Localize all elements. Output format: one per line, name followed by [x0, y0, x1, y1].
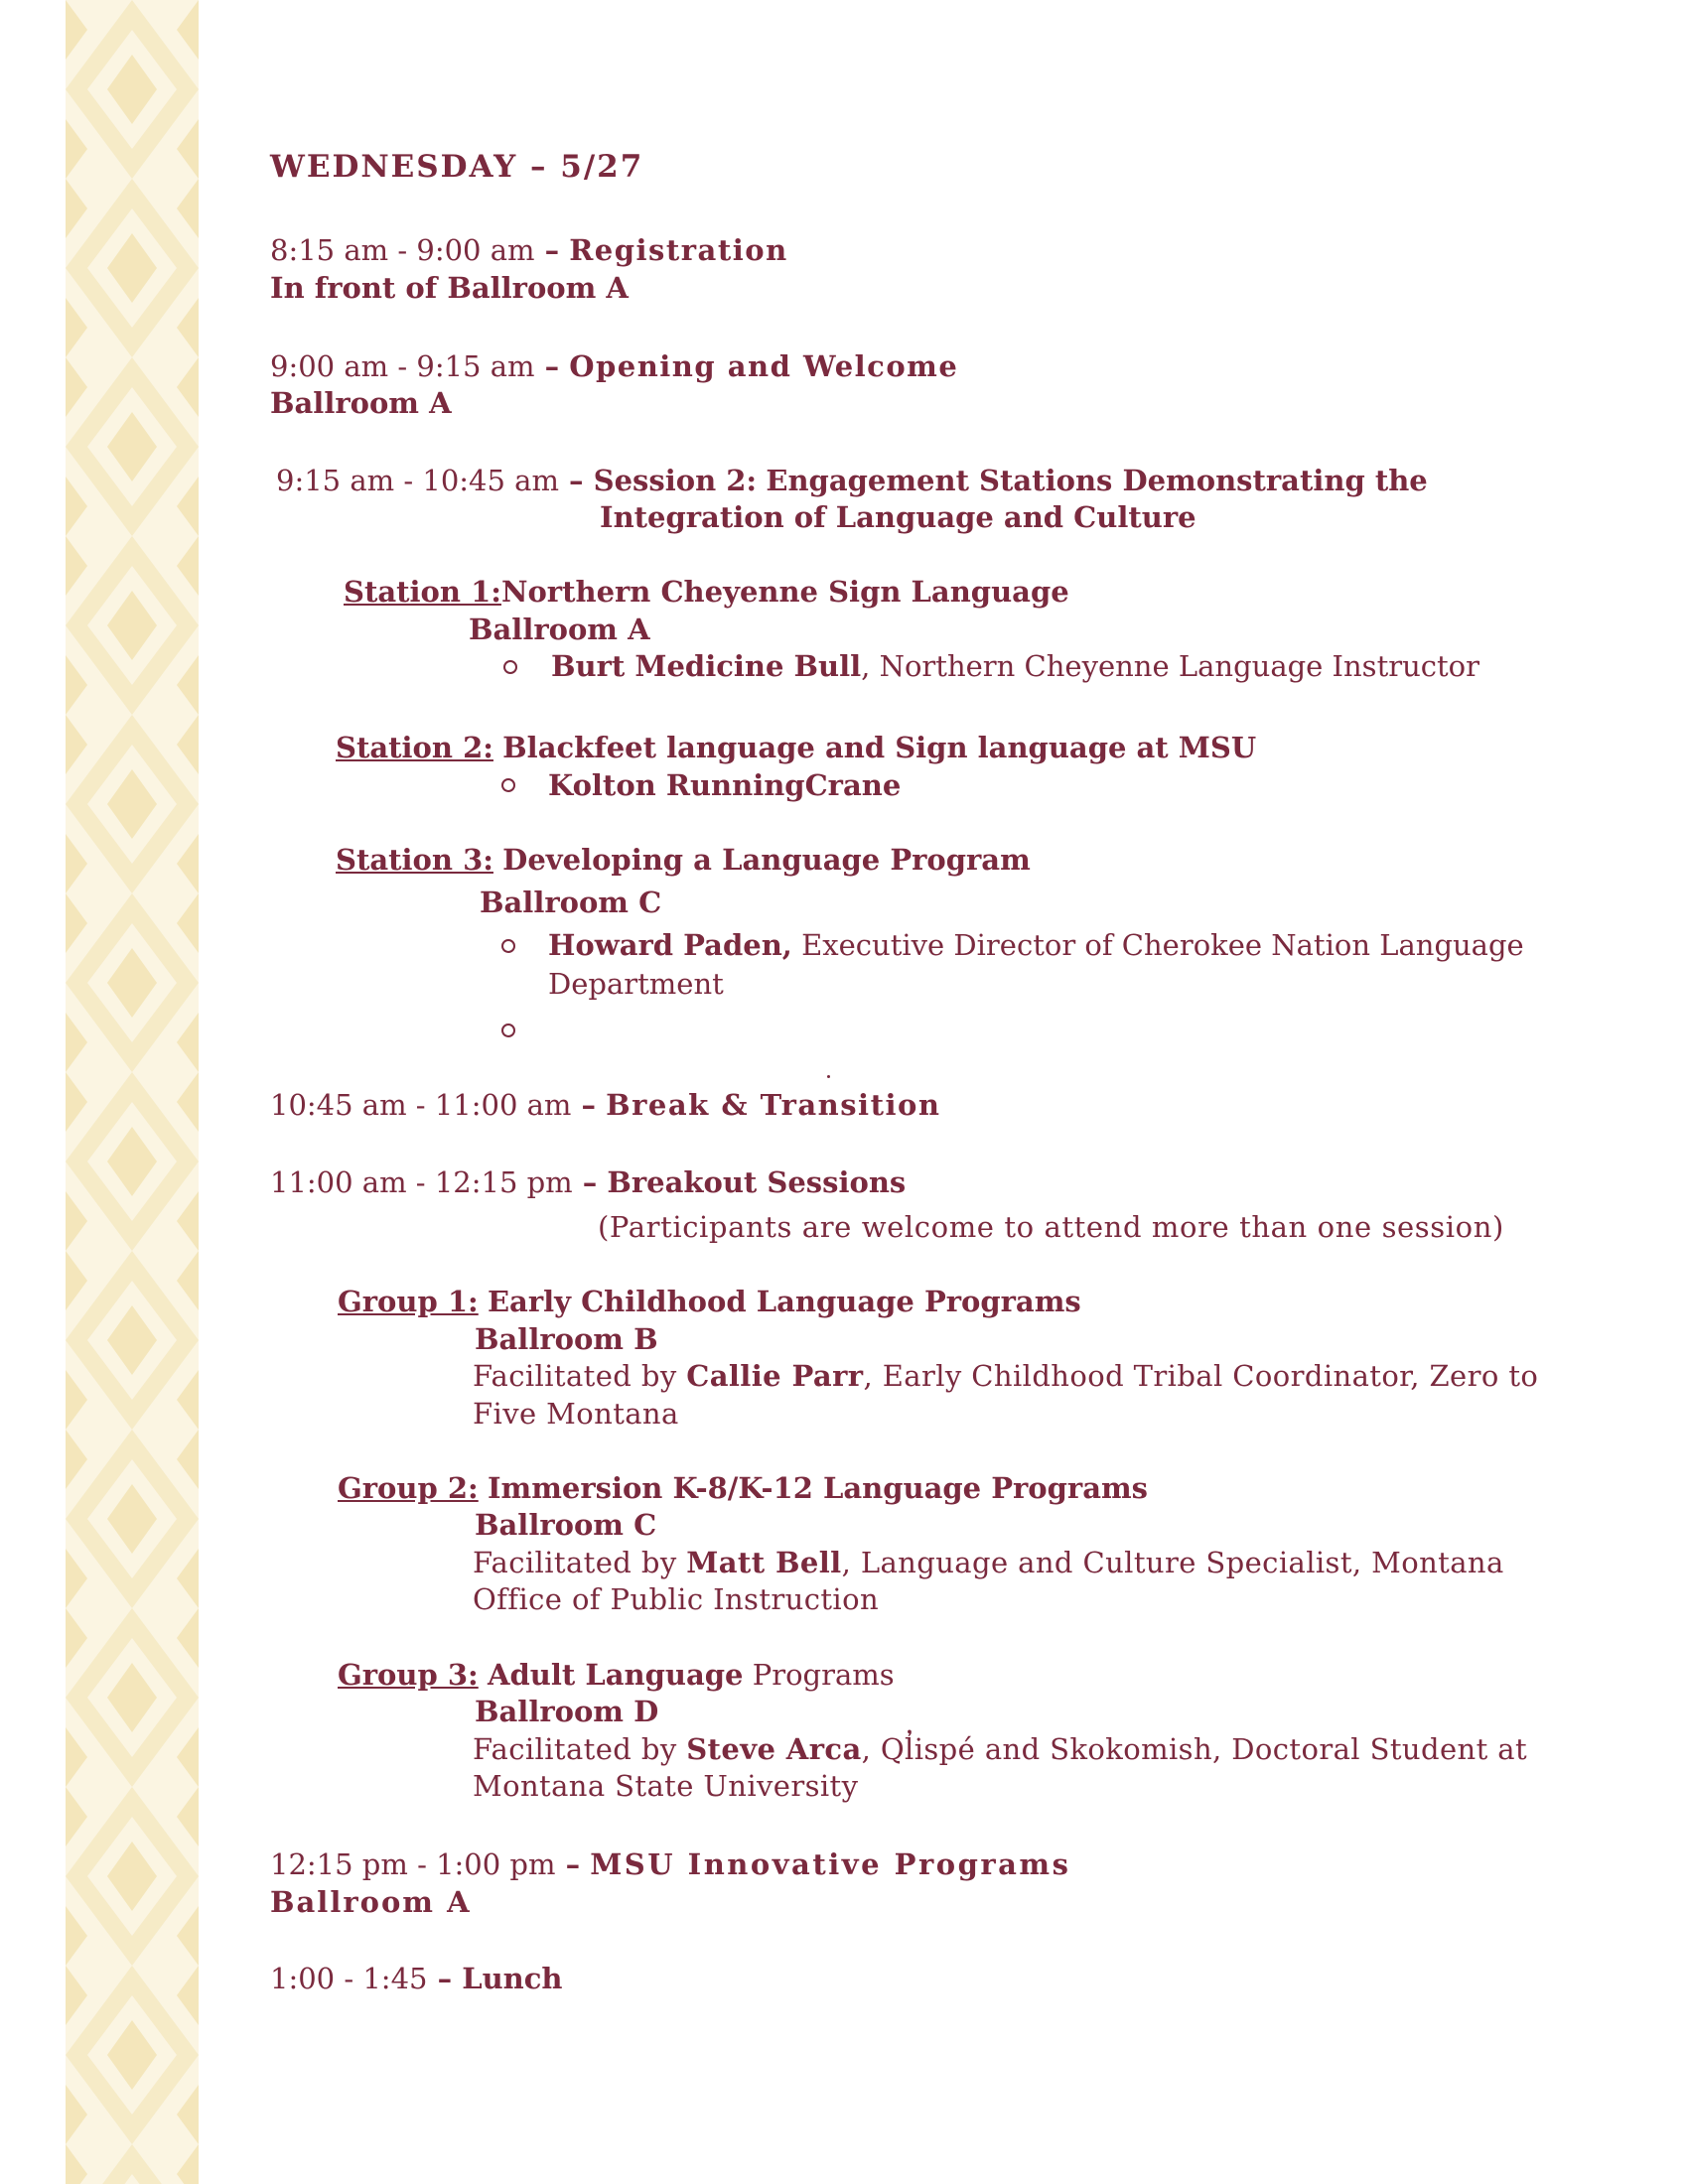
- opening-title: Opening and Welcome: [569, 349, 959, 383]
- group2-line: [338, 1470, 1148, 1506]
- station3-presenter: [548, 927, 1524, 963]
- registration-title: Registration: [569, 233, 788, 267]
- lunch-title: Lunch: [462, 1962, 563, 1995]
- breakout-time: 11:00 am - 12:15 pm: [270, 1165, 573, 1199]
- station1-presenter: [551, 648, 1479, 684]
- group3-location: Ballroom D: [475, 1695, 659, 1728]
- station1-line: [344, 574, 1069, 610]
- opening-line: 9:00 am - 9:15 am – Opening and Welcome: [270, 349, 959, 383]
- break-title: Break & Transition: [606, 1088, 941, 1122]
- group1-location: Ballroom B: [475, 1322, 658, 1356]
- group3-line: [338, 1657, 895, 1693]
- group1-facilitator-role-line2: Five Montana: [473, 1397, 679, 1431]
- session2-label: Session 2:: [593, 464, 758, 497]
- station1-presenter-role: , Northern Cheyenne Language Instructor: [861, 649, 1479, 683]
- session2-title-line2: Integration of Language and Culture: [600, 500, 1196, 534]
- day-heading: WEDNESDAY – 5/27: [270, 149, 644, 185]
- group1-title: Early Childhood Language Programs: [487, 1285, 1081, 1318]
- msu-time: 12:15 pm - 1:00 pm: [270, 1847, 556, 1881]
- station3-presenter-role-line2: Department: [548, 967, 724, 1001]
- station1-title: Northern Cheyenne Sign Language: [500, 575, 1069, 609]
- station2-title: Blackfeet language and Sign language at MSU: [502, 731, 1257, 764]
- group1-line: [338, 1284, 1081, 1319]
- session2-time: 9:15 am - 10:45 am: [276, 464, 559, 497]
- registration-time: 8:15 am - 9:00 am: [270, 233, 535, 267]
- msu-line: 12:15 pm - 1:00 pm – MSU Innovative Programs: [270, 1847, 1071, 1881]
- bullet-icon: [503, 660, 517, 674]
- registration-location: In front of Ballroom A: [270, 271, 629, 305]
- station1-presenter-name: Burt Medicine Bull: [551, 649, 862, 683]
- station3-presenter-role-line1: Executive Director of Cherokee Nation Language: [791, 928, 1524, 962]
- session2-title-line1: Engagement Stations Demonstrating the: [766, 464, 1428, 497]
- registration-line: 8:15 am - 9:00 am – Registration: [270, 233, 788, 267]
- group2-label: Group 2:: [338, 1471, 479, 1505]
- bullet-icon: [501, 778, 515, 792]
- lunch-time: 1:00 - 1:45: [270, 1962, 428, 1995]
- station3-presenter-name: Howard Paden,: [548, 928, 792, 962]
- group2-location: Ballroom C: [475, 1508, 657, 1542]
- group3-title-rest: Programs: [743, 1658, 895, 1692]
- breakout-title: Breakout Sessions: [607, 1165, 907, 1199]
- station3-title: Developing a Language Program: [502, 843, 1031, 877]
- group1-facilitator-name: Callie Parr: [686, 1359, 864, 1393]
- opening-location: Ballroom A: [270, 386, 452, 420]
- group3-label: Group 3:: [338, 1658, 479, 1692]
- msu-title: MSU Innovative Programs: [590, 1847, 1071, 1881]
- group1-label: Group 1:: [338, 1285, 479, 1318]
- group3-facilitator-name: Steve Arca: [686, 1732, 862, 1766]
- station3-location: Ballroom C: [480, 886, 662, 919]
- station3-label: Station 3:: [336, 843, 493, 877]
- station2-line: [336, 730, 1256, 765]
- group3-facilitator: Facilitated by Steve Arca, Ql̓ispé and Skokomish, Doctoral Student at: [473, 1732, 1528, 1766]
- stray-dot: [827, 1075, 830, 1078]
- group2-title: Immersion K-8/K-12 Language Programs: [487, 1471, 1148, 1505]
- lunch-line: 1:00 - 1:45 – Lunch: [270, 1962, 563, 1995]
- station1-label: Station 1:: [344, 575, 501, 609]
- session2-line: 9:15 am - 10:45 am – Session 2: Engagement Stations Demonstrating the: [276, 464, 1428, 497]
- station2-presenter-name: Kolton RunningCrane: [548, 768, 902, 802]
- group2-facilitator: Facilitated by Matt Bell, Language and Culture Specialist, Montana: [473, 1546, 1504, 1579]
- group2-facilitator-name: Matt Bell: [686, 1546, 842, 1579]
- breakout-note: (Participants are welcome to attend more than one session): [598, 1210, 1504, 1244]
- group2-facilitator-role-line2: Office of Public Instruction: [473, 1582, 880, 1616]
- group3-facilitator-role-line2: Montana State University: [473, 1769, 859, 1803]
- group1-facilitator: Facilitated by Callie Parr, Early Childhood Tribal Coordinator, Zero to: [473, 1359, 1539, 1393]
- group3-title-bold: Adult Language: [487, 1658, 744, 1692]
- station2-label: Station 2:: [336, 731, 493, 764]
- bullet-icon: [501, 1024, 515, 1037]
- station1-location: Ballroom A: [469, 613, 650, 646]
- bullet-icon: [501, 939, 515, 953]
- opening-time: 9:00 am - 9:15 am: [270, 349, 535, 383]
- break-line: 10:45 am - 11:00 am – Break & Transition: [270, 1088, 941, 1122]
- break-time: 10:45 am - 11:00 am: [270, 1088, 572, 1122]
- breakout-line: 11:00 am - 12:15 pm – Breakout Sessions: [270, 1165, 907, 1199]
- station3-line: [336, 842, 1031, 878]
- msu-location: Ballroom A: [270, 1885, 472, 1919]
